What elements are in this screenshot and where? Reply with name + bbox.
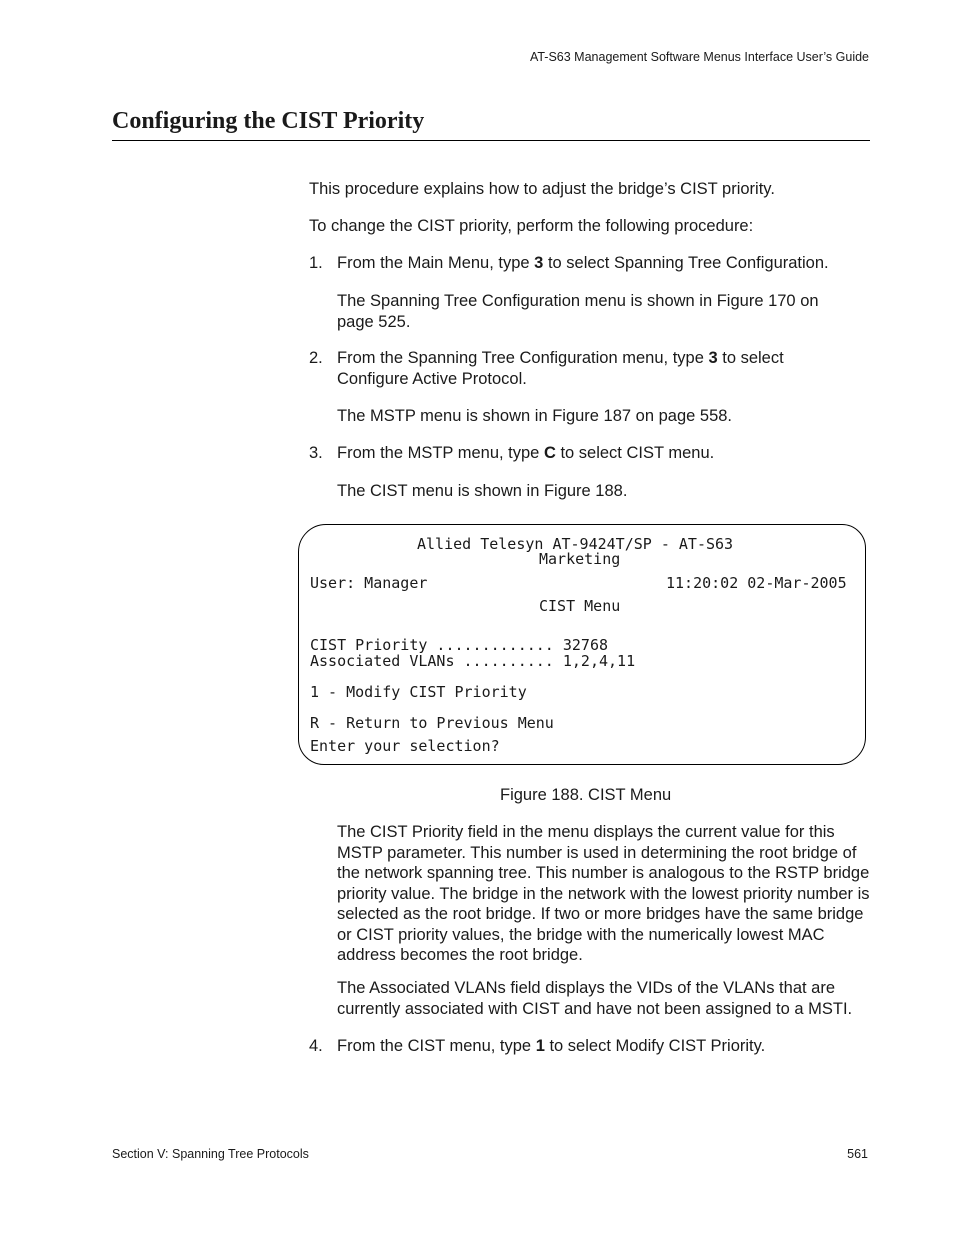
footer-section: Section V: Spanning Tree Protocols	[112, 1147, 309, 1161]
terminal-system-line: Allied Telesyn AT-9424T/SP - AT-S63	[417, 535, 734, 553]
terminal-datetime: 11:20:02 02-Mar-2005	[666, 574, 847, 592]
step-text: From the Spanning Tree Configuration menu, type 3 to select Configure Active Protocol.	[337, 349, 784, 388]
step-number: 4.	[309, 1037, 323, 1055]
step-number: 1.	[309, 254, 323, 272]
terminal-associated-vlans: Associated VLANs .......... 1,2,4,11	[310, 652, 636, 670]
step-note: The MSTP menu is shown in Figure 187 on page 558.	[337, 407, 733, 425]
figure-caption: Figure 188. CIST Menu	[500, 786, 672, 804]
step-text: From the CIST menu, type 1 to select Modify CIST Priority.	[337, 1037, 766, 1055]
step-key: C	[543, 444, 556, 462]
section-title: Configuring the CIST Priority	[112, 108, 425, 134]
title-rule	[112, 140, 870, 141]
step-key: 3	[534, 254, 544, 272]
running-header: AT-S63 Management Software Menus Interface User’s Guide	[529, 50, 869, 64]
explanation-paragraph: The CIST Priority field in the menu displays the current value for this MSTP parameter. This number is used in determining the root bridge of the network spanning tree. This number is analogous to the RSTP bridge priority value. The bridge in the network with the lowest priority number is selected as the root bridge. If two or more bridges have the same bridge or CIST priority values, the bridge with the numerically lowest MAC address becomes the root bridge.	[337, 823, 870, 964]
terminal-prompt: Enter your selection?	[310, 737, 500, 755]
explanation-paragraph: The Associated VLANs field displays the VIDs of the VLANs that are currently associated with CIST and have not been assigned to a MSTI.	[337, 979, 853, 1018]
terminal-user-line: User: Manager	[310, 574, 428, 592]
step-text: From the Main Menu, type 3 to select Spanning Tree Configuration.	[337, 254, 829, 272]
terminal-cist-priority: CIST Priority ............. 32768	[310, 636, 609, 654]
intro-paragraph: To change the CIST priority, perform the following procedure:	[309, 217, 754, 235]
step-note: The Spanning Tree Configuration menu is shown in Figure 170 on page 525.	[337, 292, 819, 331]
step-text: From the MSTP menu, type C to select CIST menu.	[337, 444, 715, 462]
terminal-menu-title: CIST Menu	[539, 597, 621, 615]
terminal-option-return: R - Return to Previous Menu	[310, 714, 554, 732]
step-number: 3.	[309, 444, 323, 462]
page-number: 561	[847, 1147, 868, 1161]
step-key: 1	[535, 1037, 545, 1055]
step-number: 2.	[309, 349, 323, 367]
step-key: 3	[708, 349, 718, 367]
step-note: The CIST menu is shown in Figure 188.	[337, 482, 628, 500]
terminal-location-line: Marketing	[539, 550, 621, 568]
intro-paragraph: This procedure explains how to adjust the bridge’s CIST priority.	[309, 180, 775, 198]
terminal-option-modify: 1 - Modify CIST Priority	[310, 683, 527, 701]
